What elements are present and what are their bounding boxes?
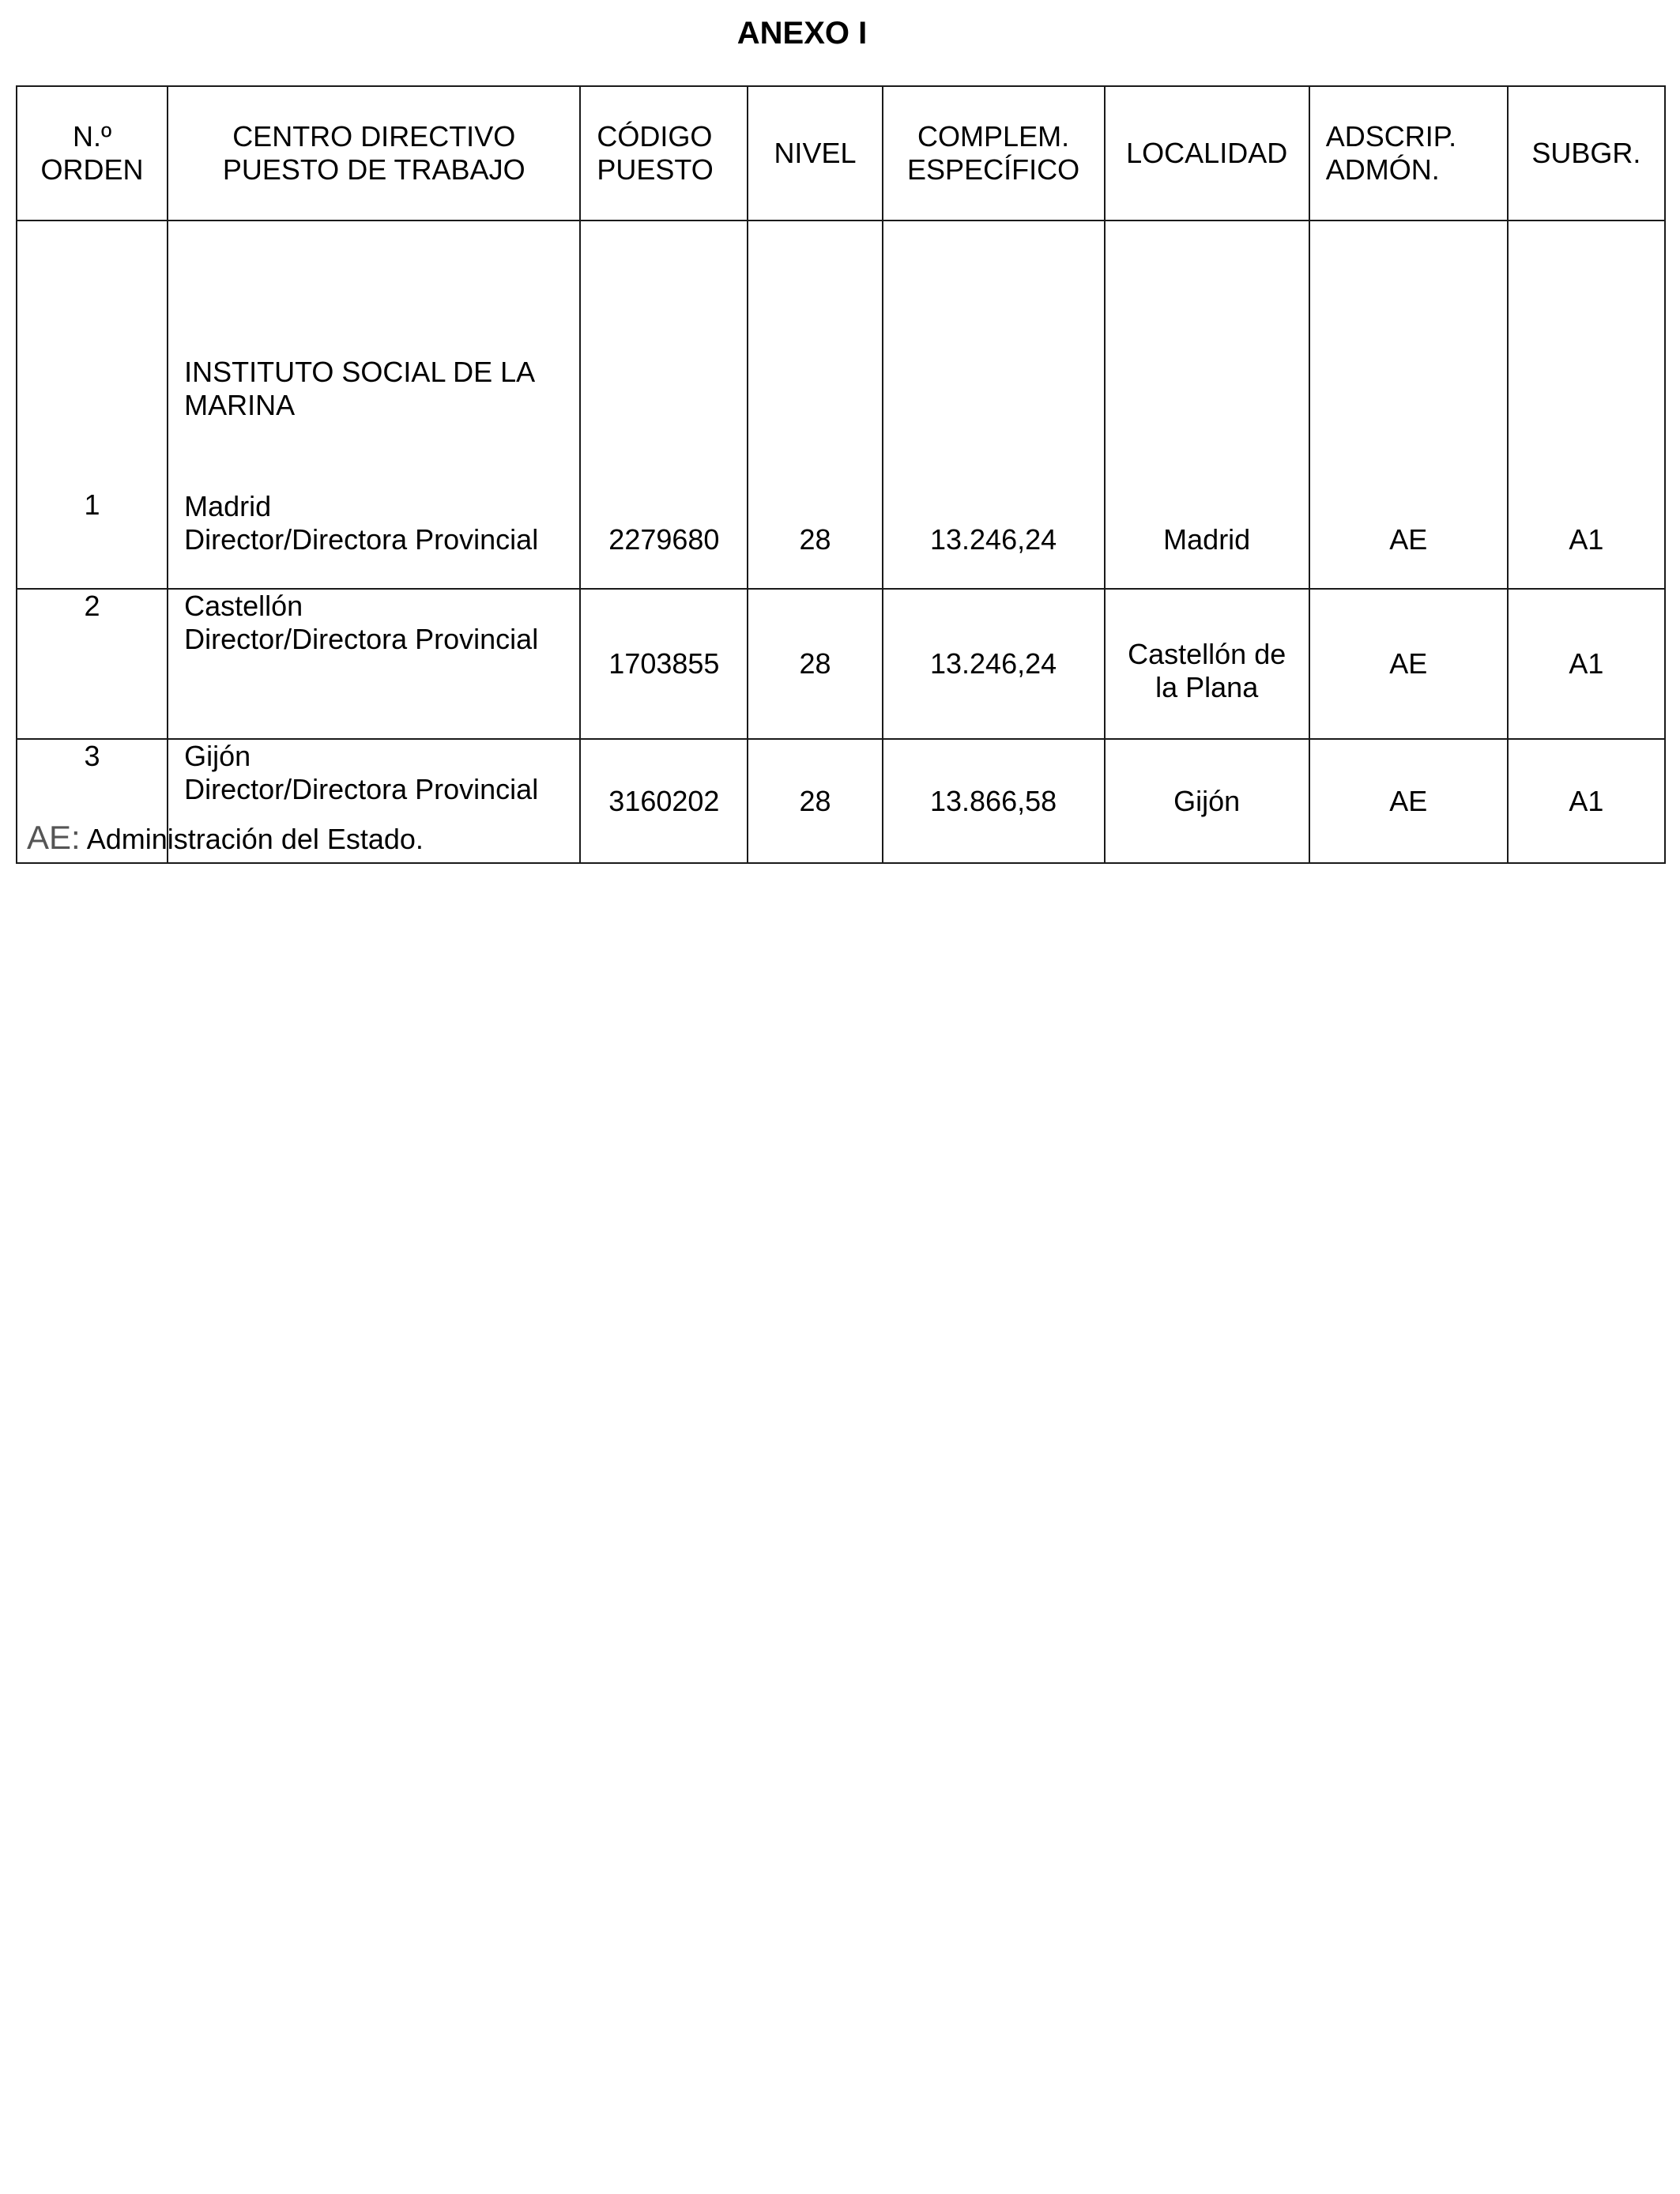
footnote <box>27 819 424 857</box>
cell-centro-puesto: INSTITUTO SOCIAL DE LA MARINA Madrid Director/Directora Provincial <box>168 221 580 589</box>
centro-label: Gijón <box>184 740 251 772</box>
cell-subgrupo: A1 <box>1508 221 1665 589</box>
cell-localidad: Gijón <box>1105 739 1309 863</box>
cell-nivel: 28 <box>748 221 882 589</box>
header-complemento: COMPLEM. ESPECÍFICO <box>883 86 1105 221</box>
table-row <box>17 589 1665 739</box>
header-codigo-puesto: CÓDIGO PUESTO <box>580 86 748 221</box>
puesto-label: Director/Directora Provincial <box>184 623 539 655</box>
cell-orden: 1 <box>17 221 168 589</box>
cell-complemento: 13.246,24 <box>883 221 1105 589</box>
centro-label: Madrid <box>184 490 272 522</box>
cell-subgrupo: A1 <box>1508 589 1665 739</box>
cell-codigo: 2279680 <box>580 221 748 589</box>
table-row <box>17 221 1665 589</box>
cell-codigo: 1703855 <box>580 589 748 739</box>
header-centro-directivo: CENTRO DIRECTIVO PUESTO DE TRABAJO <box>168 86 580 221</box>
cell-localidad: Castellón de la Plana <box>1105 589 1309 739</box>
cell-orden: 2 <box>17 589 168 739</box>
header-orden: N.º ORDEN <box>17 86 168 221</box>
cell-codigo: 3160202 <box>580 739 748 863</box>
footnote-text: Administración del Estado. <box>86 823 424 855</box>
positions-table <box>16 85 1666 864</box>
footnote-abbreviation: AE: <box>27 819 81 856</box>
centro-label: Castellón <box>184 590 303 622</box>
cell-adscripcion: AE <box>1309 589 1508 739</box>
puesto-label: Director/Directora Provincial <box>184 523 539 556</box>
cell-adscripcion: AE <box>1309 739 1508 863</box>
cell-subgrupo: A1 <box>1508 739 1665 863</box>
header-localidad: LOCALIDAD <box>1105 86 1309 221</box>
puesto-label: Director/Directora Provincial <box>184 773 539 805</box>
header-adscripcion: ADSCRIP. ADMÓN. <box>1309 86 1508 221</box>
header-nivel: NIVEL <box>748 86 882 221</box>
document-title: ANEXO I <box>736 16 868 51</box>
cell-localidad: Madrid <box>1105 221 1309 589</box>
cell-complemento: 13.866,58 <box>883 739 1105 863</box>
cell-centro-puesto <box>168 589 580 739</box>
cell-nivel: 28 <box>748 739 882 863</box>
cell-complemento: 13.246,24 <box>883 589 1105 739</box>
organism-label: INSTITUTO SOCIAL DE LA <box>184 356 536 388</box>
cell-nivel: 28 <box>748 589 882 739</box>
cell-adscripcion: AE <box>1309 221 1508 589</box>
header-subgrupo: SUBGR. <box>1508 86 1665 221</box>
header-row <box>17 86 1665 221</box>
cell-orden: 3 <box>17 739 168 863</box>
